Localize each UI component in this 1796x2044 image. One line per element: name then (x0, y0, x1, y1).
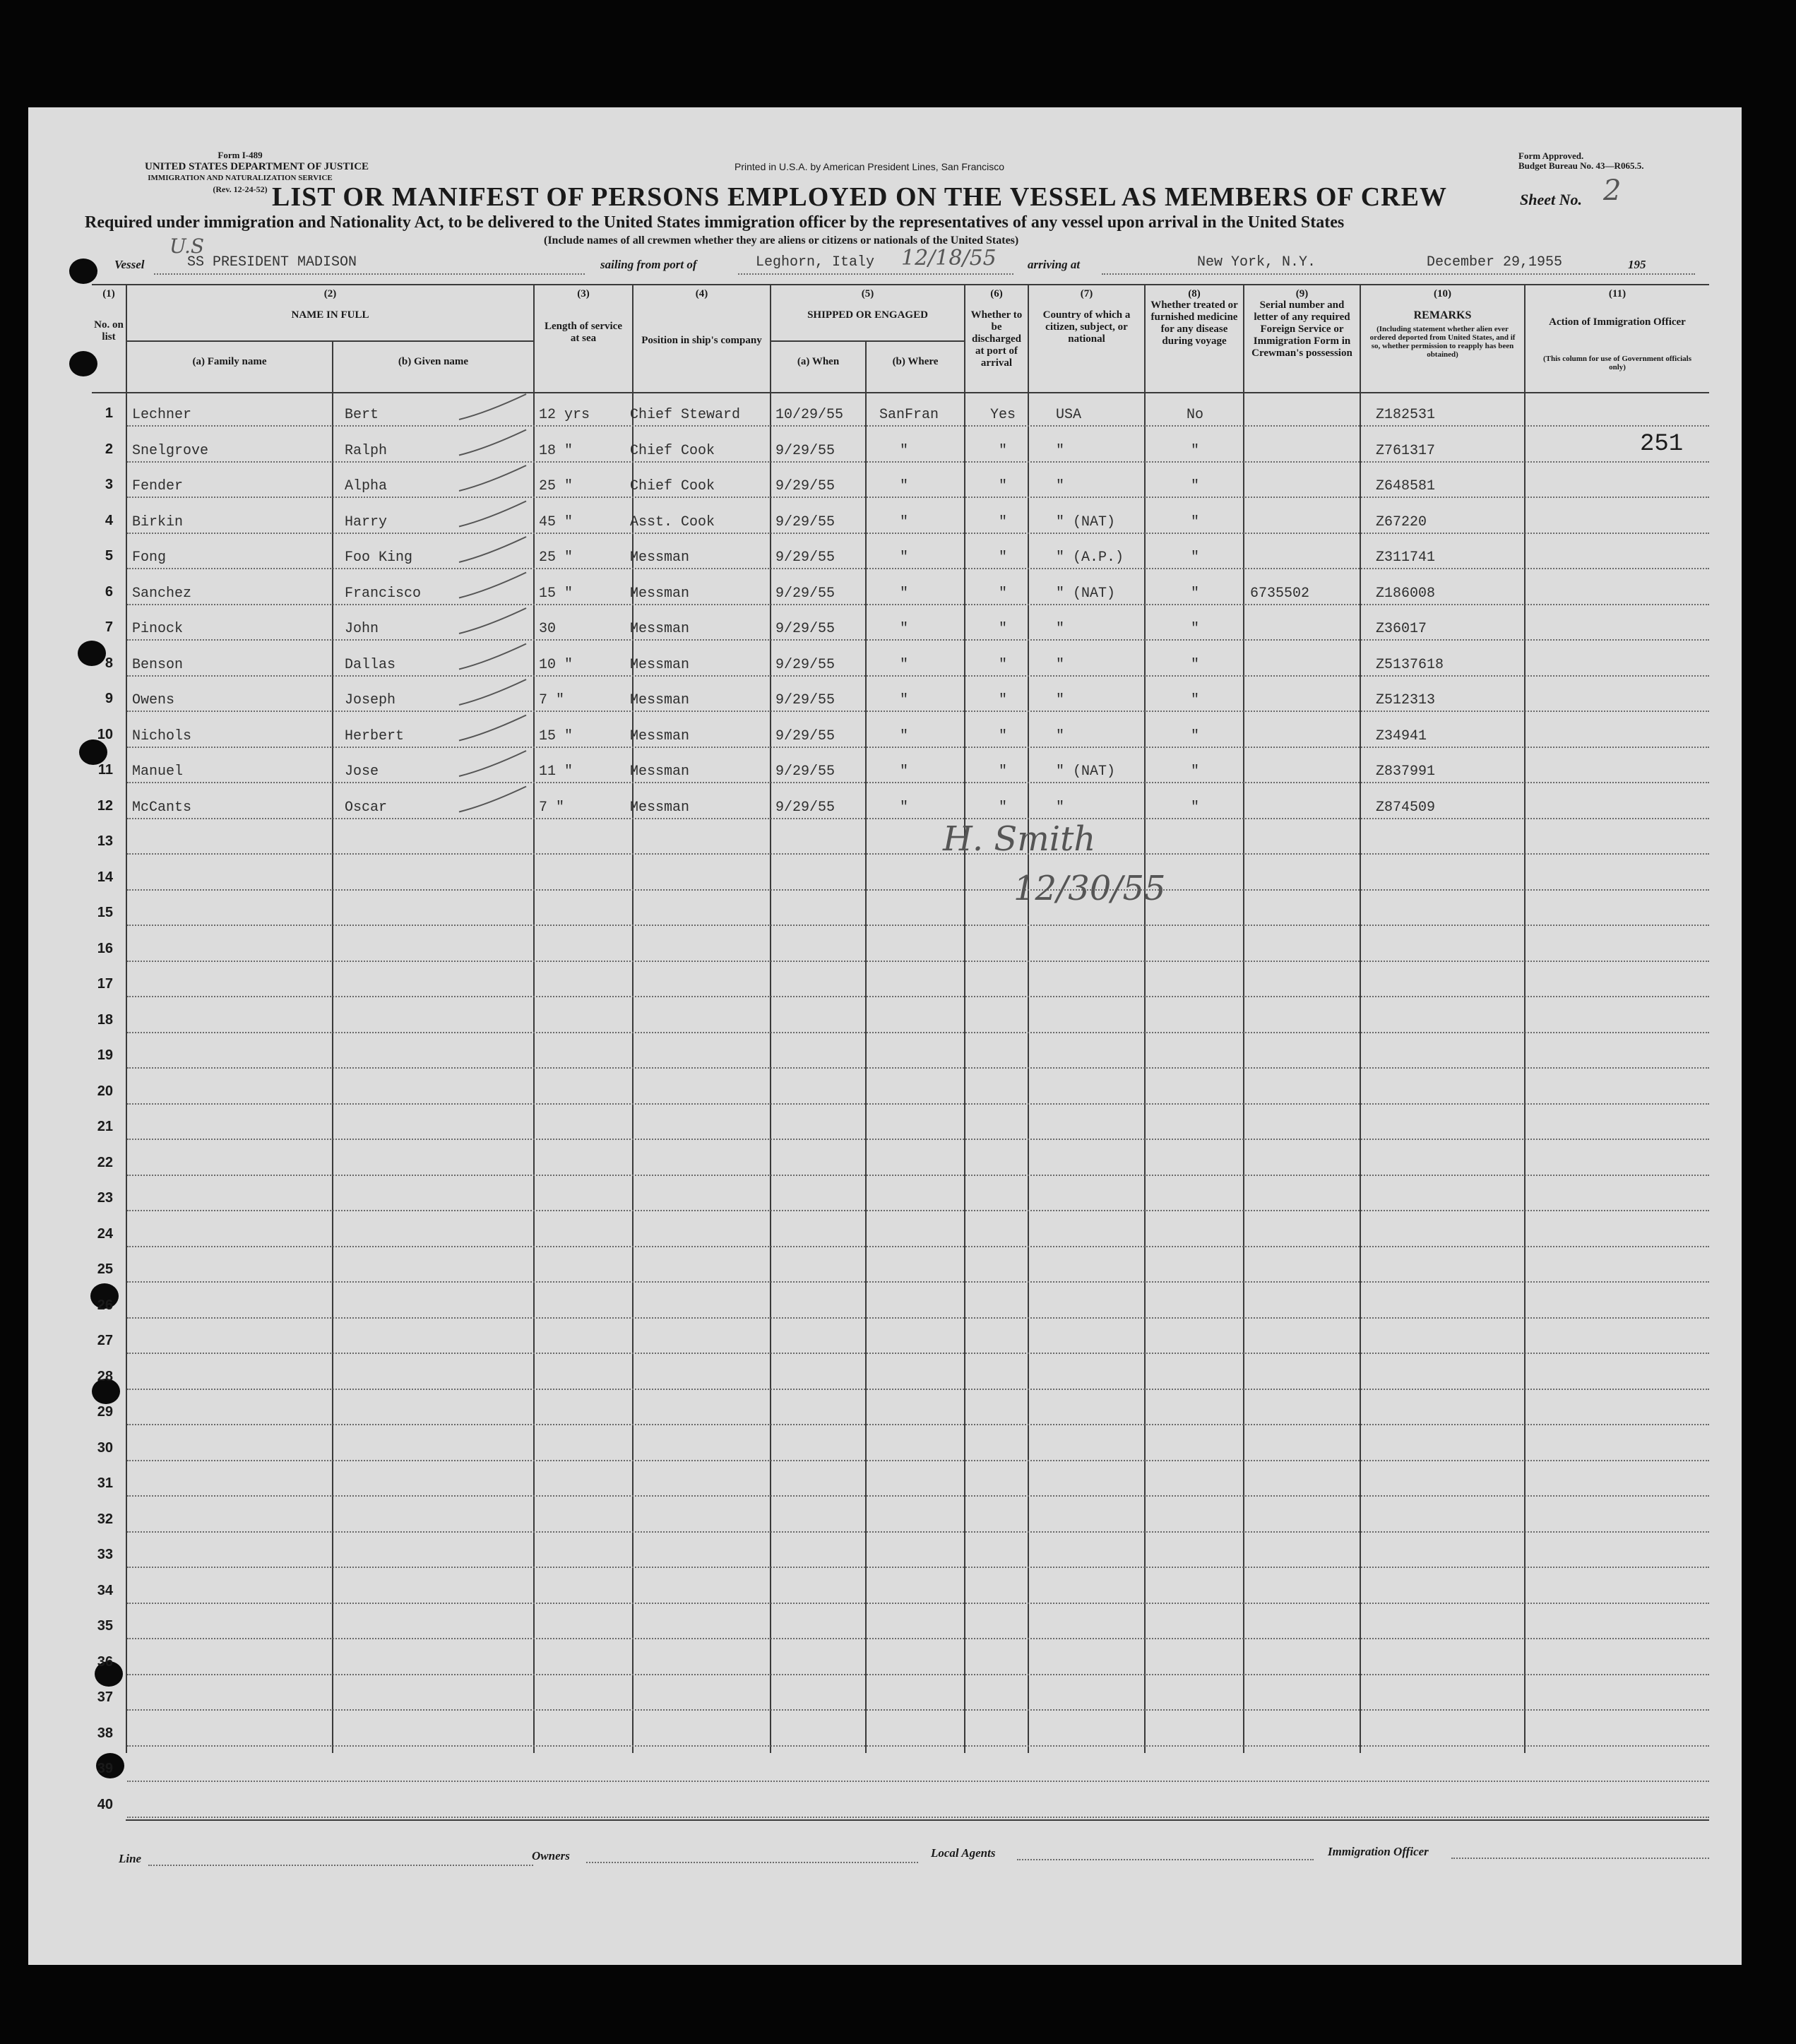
table-cell-given: Dallas (345, 656, 396, 673)
approval-block (1518, 151, 1643, 171)
table-cell-family: Birkin (132, 513, 184, 530)
table-cell-family: Fender (132, 478, 184, 494)
row-number: 30 (97, 1439, 113, 1456)
col-5b-header: (b) Where (892, 356, 939, 367)
table-cell-service: 15 " (539, 727, 573, 744)
table-cell-family: Owens (132, 692, 175, 708)
row-number: 7 (105, 619, 113, 635)
printer-note: Printed in U.S.A. by American President Lines, San Francisco (735, 161, 1005, 172)
table-cell-service: 30 (539, 621, 557, 637)
row-number: 10 (97, 726, 113, 742)
table-cell-discharged: " (998, 692, 1007, 708)
table-cell-country: " (1056, 621, 1065, 637)
table-cell-discharged: " (998, 585, 1007, 602)
table-cell-treated: " (1190, 442, 1199, 459)
sheet-label: Sheet No. (1520, 191, 1582, 208)
table-cell-position: Messman (630, 799, 690, 816)
table-cell-country: " (1056, 478, 1065, 494)
row-number: 15 (97, 905, 113, 920)
table-cell-remarks: Z182531 (1376, 407, 1436, 423)
table-cell-family: McCants (132, 799, 192, 816)
table-cell-when: 9/29/55 (775, 478, 835, 494)
check-mark (459, 715, 526, 741)
manifest-sheet (28, 107, 1742, 1965)
table-cell-country: " (1056, 656, 1065, 673)
table-cell-family: Sanchez (132, 585, 192, 602)
table-cell-where: " (899, 621, 908, 637)
sailing-port: Leghorn, Italy (756, 254, 875, 271)
col-8-number: (8) (1188, 288, 1201, 299)
table-cell-given: Jose (345, 763, 379, 780)
page-title: LIST OR MANIFEST OF PERSONS EMPLOYED ON THE VESSEL AS MEMBERS OF CREW (272, 182, 1447, 212)
service-name: IMMIGRATION AND NATURALIZATION SERVICE (148, 174, 333, 182)
row-number: 31 (97, 1475, 113, 1491)
table-cell-remarks: Z761317 (1376, 442, 1436, 459)
table-cell-service: 25 " (539, 549, 573, 566)
row-number: 11 (97, 762, 113, 778)
row-number: 35 (97, 1618, 113, 1634)
table-cell-discharged: " (998, 727, 1007, 744)
check-marks (445, 390, 537, 927)
table-cell-service: 7 " (539, 799, 565, 816)
table-cell-position: Chief Cook (630, 478, 715, 494)
inspector-initials: H. Smith (943, 819, 1096, 859)
row-number: 19 (97, 1047, 113, 1063)
row-number: 29 (97, 1404, 113, 1420)
table-cell-when: 10/29/55 (775, 407, 844, 423)
table-cell-country: " (1056, 442, 1065, 459)
col-3-header: Length of service at sea (545, 321, 622, 344)
check-mark (459, 537, 526, 562)
row-number: 13 (97, 833, 113, 849)
table-cell-given: Joseph (345, 692, 396, 708)
table-cell-remarks: Z311741 (1376, 549, 1436, 566)
check-mark (459, 787, 526, 812)
row-number: 20 (97, 1083, 113, 1099)
col-11-header: Action of Immigration Officer (1549, 316, 1686, 328)
table-cell-given: Harry (345, 513, 388, 530)
row-number: 38 (97, 1725, 113, 1741)
check-mark (459, 573, 526, 598)
sailing-label: sailing from port of (600, 258, 697, 271)
table-cell-discharged: " (998, 656, 1007, 673)
footer-owners-label: Owners (532, 1849, 570, 1862)
table-cell-family: Manuel (132, 763, 184, 780)
table-cell-where: " (899, 727, 908, 744)
table-cell-given: Bert (345, 407, 379, 423)
check-mark (459, 644, 526, 670)
table-cell-treated: " (1190, 799, 1199, 816)
table-cell-when: 9/29/55 (775, 442, 835, 459)
row-number: 8 (105, 655, 113, 671)
col-1-number: (1) (102, 288, 115, 299)
table-cell-discharged: " (998, 549, 1007, 566)
row-number: 22 (97, 1154, 113, 1170)
row-number: 17 (97, 976, 113, 992)
col-7-header: Country of which a citizen, subject, or national (1042, 309, 1131, 345)
table-cell-position: Messman (630, 549, 690, 566)
inspector-date: 12/30/55 (1013, 869, 1166, 908)
col-10-number: (10) (1434, 288, 1451, 299)
table-cell-when: 9/29/55 (775, 763, 835, 780)
row-number: 26 (97, 1297, 113, 1313)
col-8-header: Whether treated or furnished medicine for any disease during voyage (1150, 299, 1238, 347)
check-mark (459, 679, 526, 705)
table-cell-country: " (1056, 692, 1065, 708)
table-cell-country: " (NAT) (1056, 763, 1116, 780)
table-cell-service: 7 " (539, 692, 565, 708)
table-cell-discharged: " (998, 478, 1007, 494)
vessel-name: SS PRESIDENT MADISON (187, 254, 357, 271)
table-cell-remarks: Z34941 (1376, 727, 1427, 744)
table-cell-country: USA (1056, 407, 1082, 423)
col-4-number: (4) (695, 288, 708, 299)
row-number: 3 (105, 477, 113, 492)
row-number: 27 (97, 1333, 113, 1348)
col-6-header: Whether to be discharged at port of arrival (970, 309, 1023, 369)
punch-hole (69, 351, 97, 376)
col-2b-header: (b) Given name (398, 356, 469, 367)
col-3-number: (3) (577, 288, 590, 299)
col-5-number: (5) (861, 288, 874, 299)
row-number: 18 (97, 1011, 113, 1028)
row-number: 40 (97, 1796, 113, 1812)
approval-line-1: Form Approved. (1518, 150, 1584, 161)
table-cell-given: Oscar (345, 799, 388, 816)
check-mark (459, 608, 526, 634)
table-cell-position: Messman (630, 621, 690, 637)
table-cell-discharged: " (998, 799, 1007, 816)
row-number: 23 (97, 1190, 113, 1206)
row-number: 5 (105, 548, 113, 564)
row-number: 36 (97, 1653, 113, 1670)
table-cell-family: Benson (132, 656, 184, 673)
table-cell-family: Lechner (132, 407, 192, 423)
table-cell-position: Messman (630, 656, 690, 673)
table-cell-service: 11 " (539, 763, 573, 780)
table-cell-country: " (NAT) (1056, 513, 1116, 530)
arrival-date: December 29,1955 (1427, 254, 1563, 271)
table-cell-given: Herbert (345, 727, 405, 744)
form-number: Form I-489 (218, 150, 263, 160)
row-number: 39 (97, 1761, 113, 1776)
table-cell-service: 12 yrs (539, 407, 590, 423)
table-cell-service: 45 " (539, 513, 573, 530)
table-cell-country: " (1056, 727, 1065, 744)
table-cell-serial: 6735502 (1250, 585, 1310, 602)
check-mark (459, 501, 526, 527)
table-cell-service: 15 " (539, 585, 573, 602)
col-11-number: (11) (1608, 288, 1626, 299)
table-cell-service: 18 " (539, 442, 573, 459)
arriving-port: New York, N.Y. (1197, 254, 1316, 271)
table-cell-discharged: " (998, 621, 1007, 637)
col-1-header: No. on list (94, 319, 124, 343)
table-cell-where: SanFran (879, 407, 939, 423)
table-cell-given: John (345, 621, 379, 637)
table-cell-where: " (899, 656, 908, 673)
table-cell-remarks: Z186008 (1376, 585, 1436, 602)
year-suffix: 195 (1628, 258, 1646, 271)
col-2-header: NAME IN FULL (291, 309, 369, 321)
table-cell-remarks: Z512313 (1376, 692, 1436, 708)
vessel-annotation: U.S (170, 234, 205, 258)
row-number: 34 (97, 1582, 113, 1598)
arriving-label: arriving at (1028, 258, 1081, 271)
col-5-header: SHIPPED OR ENGAGED (807, 309, 928, 321)
table-cell-family: Nichols (132, 727, 192, 744)
form-subnote: (Include names of all crewmen whether they are aliens or citizens or nationals of the United States) (544, 234, 1019, 246)
table-cell-when: 9/29/55 (775, 799, 835, 816)
col-7-number: (7) (1080, 288, 1093, 299)
department-name: UNITED STATES DEPARTMENT OF JUSTICE (145, 161, 369, 172)
table-cell-service: 10 " (539, 656, 573, 673)
check-mark (459, 394, 526, 420)
table-cell-treated: " (1190, 727, 1199, 744)
table-cell-position: Chief Steward (630, 407, 741, 423)
row-number: 14 (97, 869, 113, 885)
table-cell-remarks: Z67220 (1376, 513, 1427, 530)
table-cell-when: 9/29/55 (775, 621, 835, 637)
table-cell-where: " (899, 549, 908, 566)
table-cell-where: " (899, 799, 908, 816)
table-cell-treated: " (1190, 513, 1199, 530)
form-revision: (Rev. 12-24-52) (213, 184, 268, 194)
footer-line-label: Line (119, 1852, 142, 1865)
row-number: 4 (105, 512, 113, 528)
table-cell-service: 25 " (539, 478, 573, 494)
row-number: 37 (97, 1689, 113, 1705)
row-number: 9 (105, 691, 113, 706)
form-subtitle: Required under immigration and Nationality Act, to be delivered to the United States immigration officer by the representatives of any vessel upon arrival in the United States (85, 213, 1345, 232)
check-mark (459, 430, 526, 456)
col-2a-header: (a) Family name (192, 356, 267, 367)
table-cell-remarks: Z648581 (1376, 478, 1436, 494)
check-mark (459, 465, 526, 491)
row-number: 1 (105, 405, 113, 421)
row-number: 21 (97, 1119, 113, 1134)
punch-hole (69, 259, 97, 284)
table-cell-given: Francisco (345, 585, 422, 602)
footer-agents-label: Local Agents (931, 1846, 996, 1860)
table-cell-where: " (899, 478, 908, 494)
table-cell-family: Pinock (132, 621, 184, 637)
table-cell-country: " (NAT) (1056, 585, 1116, 602)
sailing-date-handwritten: 12/18/55 (901, 246, 997, 271)
row-number: 2 (105, 441, 113, 457)
table-cell-position: Messman (630, 727, 690, 744)
table-cell-where: " (899, 692, 908, 708)
table-cell-when: 9/29/55 (775, 513, 835, 530)
col-9-number: (9) (1295, 288, 1309, 299)
punch-hole (79, 739, 107, 765)
col-9-header: Serial number and letter of any required Foreign Service or Immigration Form in Crewman's possession (1251, 299, 1352, 359)
table-cell-treated: " (1190, 478, 1199, 494)
table-cell-treated: " (1190, 585, 1199, 602)
table-cell-when: 9/29/55 (775, 727, 835, 744)
table-cell-discharged: Yes (989, 407, 1016, 423)
table-cell-treated: " (1190, 656, 1199, 673)
table-cell-where: " (899, 513, 908, 530)
table-cell-when: 9/29/55 (775, 549, 835, 566)
check-mark (459, 751, 526, 776)
table-cell-family: Snelgrove (132, 442, 209, 459)
table-cell-given: Alpha (345, 478, 388, 494)
table-cell-position: Messman (630, 763, 690, 780)
row-number: 6 (105, 583, 113, 600)
table-cell-discharged: " (998, 513, 1007, 530)
table-cell-position: Messman (630, 585, 690, 602)
col-6-number: (6) (990, 288, 1003, 299)
row-number: 24 (97, 1225, 113, 1242)
table-cell-family: Fong (132, 549, 167, 566)
row-number: 12 (97, 797, 113, 814)
stamp-number: 251 (1640, 431, 1684, 458)
table-cell-position: Chief Cook (630, 442, 715, 459)
table-cell-when: 9/29/55 (775, 692, 835, 708)
row-number: 32 (97, 1511, 113, 1527)
col-11-note: (This column for use of Government officials only) (1542, 355, 1691, 372)
table-cell-country: " (1056, 799, 1065, 816)
table-cell-where: " (899, 442, 908, 459)
table-cell-remarks: Z36017 (1376, 621, 1427, 637)
vessel-label: Vessel (114, 258, 145, 271)
table-cell-treated: " (1190, 621, 1199, 637)
table-cell-treated: " (1190, 692, 1199, 708)
table-cell-remarks: Z837991 (1376, 763, 1436, 780)
col-4-header: Position in ship's company (641, 335, 762, 346)
table-cell-treated: " (1190, 763, 1199, 780)
row-number: 33 (97, 1547, 113, 1562)
table-cell-discharged: " (998, 763, 1007, 780)
row-number: 25 (97, 1261, 113, 1277)
table-cell-given: Foo King (345, 549, 413, 566)
footer-officer-label: Immigration Officer (1328, 1845, 1429, 1858)
row-number: 28 (97, 1368, 113, 1384)
table-cell-country: " (A.P.) (1056, 549, 1124, 566)
col-10-note: (Including statement whether alien ever ordered deported from United States, and if so, whether permission to reapply has been obtained) (1369, 325, 1516, 359)
table-cell-treated: " (1190, 549, 1199, 566)
table-cell-treated: No (1186, 407, 1203, 423)
table-cell-remarks: Z874509 (1376, 799, 1436, 816)
table-cell-discharged: " (998, 442, 1007, 459)
table-cell-when: 9/29/55 (775, 656, 835, 673)
table-cell-position: Asst. Cook (630, 513, 715, 530)
table-cell-where: " (899, 585, 908, 602)
col-10-header: REMARKS (1413, 309, 1472, 321)
approval-line-2: Budget Bureau No. 43—R065.5. (1518, 160, 1644, 171)
table-cell-when: 9/29/55 (775, 585, 835, 602)
sheet-number: 2 (1603, 174, 1622, 207)
col-2-number: (2) (323, 288, 337, 299)
col-5a-header: (a) When (797, 356, 840, 367)
table-cell-given: Ralph (345, 442, 388, 459)
table-cell-remarks: Z5137618 (1376, 656, 1444, 673)
table-cell-position: Messman (630, 692, 690, 708)
table-cell-where: " (899, 763, 908, 780)
row-number: 16 (97, 940, 113, 956)
